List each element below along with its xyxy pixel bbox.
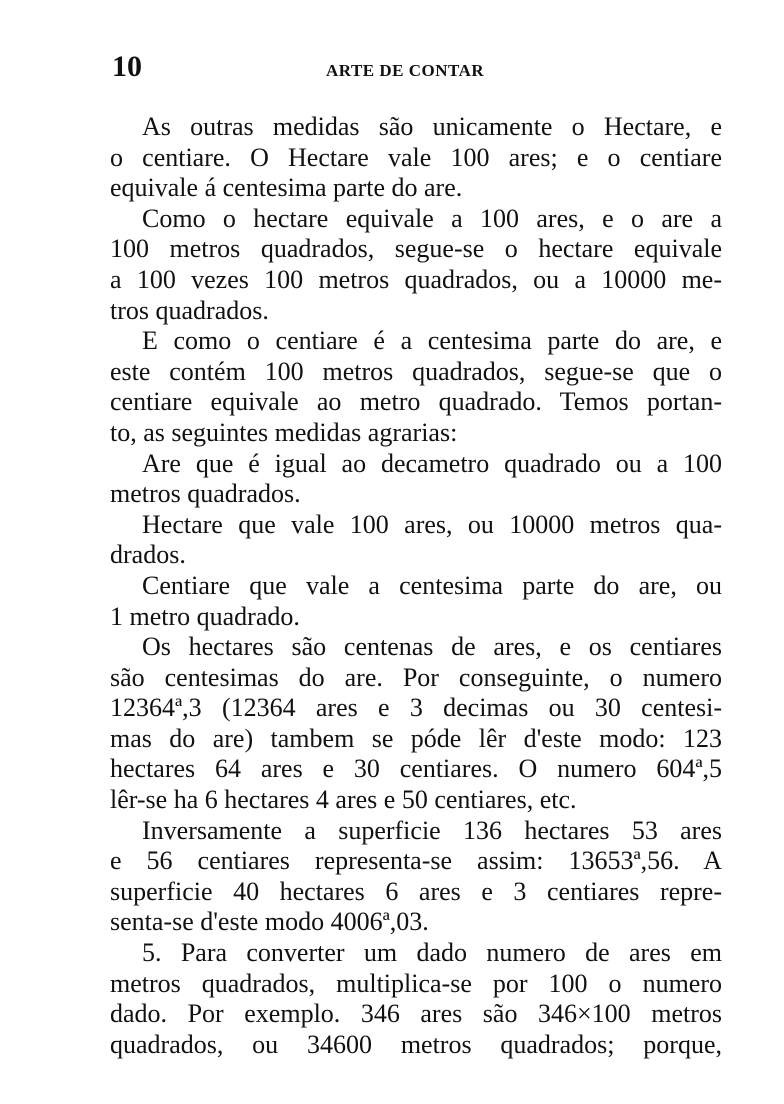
text-line: to, as seguintes medidas agrarias:: [110, 417, 458, 447]
text-line: superficie 40 hectares 6 ares e 3 centiares repre-: [110, 876, 722, 906]
text-line: metros quadrados.: [110, 479, 301, 509]
text-line: Are que é igual ao decametro quadrado ou a 100: [142, 448, 722, 478]
text-line: e 56 centiares representa-se assim: 13653ª,56. A: [110, 846, 722, 876]
text-line: a 100 vezes 100 metros quadrados, ou a 10000 me-: [110, 264, 722, 294]
text-line: centiare equivale ao metro quadrado. Temos portan-: [110, 387, 722, 417]
text-line: 100 metros quadrados, segue-se o hectare equivale: [110, 234, 722, 264]
text-line: lêr-se ha 6 hectares 4 ares e 50 centiares, etc.: [110, 785, 577, 815]
text-line: 5. Para converter um dado numero de ares em: [142, 938, 722, 968]
page-number: 10: [112, 50, 142, 83]
text-line: Os hectares são centenas de ares, e os centiares: [142, 632, 722, 662]
text-line: mas do are) tambem se póde lêr d'este modo: 123: [110, 723, 722, 753]
text-line: são centesimas do are. Por conseguinte, o numero: [110, 662, 722, 692]
text-line: hectares 64 ares e 30 centiares. O numero 604ª,5: [110, 754, 722, 784]
text-line: este contém 100 metros quadrados, segue-se que o: [110, 356, 722, 386]
text-line: metros quadrados, multiplica-se por 100 o numero: [110, 968, 722, 998]
text-line: senta-se d'este modo 4006ª,03.: [110, 907, 429, 937]
text-line: tros quadrados.: [110, 295, 269, 325]
text-line: 12364ª,3 (12364 ares e 3 decimas ou 30 centesi-: [110, 693, 722, 723]
text-line: o centiare. O Hectare vale 100 ares; e o centiare: [110, 142, 722, 172]
text-line: drados.: [110, 540, 186, 570]
text-line: Inversamente a superficie 136 hectares 53 ares: [142, 815, 722, 845]
running-title: ARTE DE CONTAR: [326, 61, 485, 80]
text-line: dado. Por exemplo. 346 ares são 346×100 metros: [110, 999, 722, 1029]
text-line: quadrados, ou 34600 metros quadrados; porque,: [110, 1029, 722, 1059]
text-line: Centiare que vale a centesima parte do are, ou: [142, 570, 722, 600]
text-line: As outras medidas são unicamente o Hectare, e: [142, 112, 722, 141]
page-header: [112, 52, 722, 92]
text-line: 1 metro quadrado.: [110, 601, 300, 631]
text-line: E como o centiare é a centesima parte do are, e: [142, 326, 722, 356]
text-line: equivale á centesima parte do are.: [110, 173, 463, 203]
text-line: Hectare que vale 100 ares, ou 10000 metros qua-: [142, 509, 722, 539]
text-line: Como o hectare equivale a 100 ares, e o are a: [142, 203, 722, 233]
body-text: [110, 112, 722, 1060]
